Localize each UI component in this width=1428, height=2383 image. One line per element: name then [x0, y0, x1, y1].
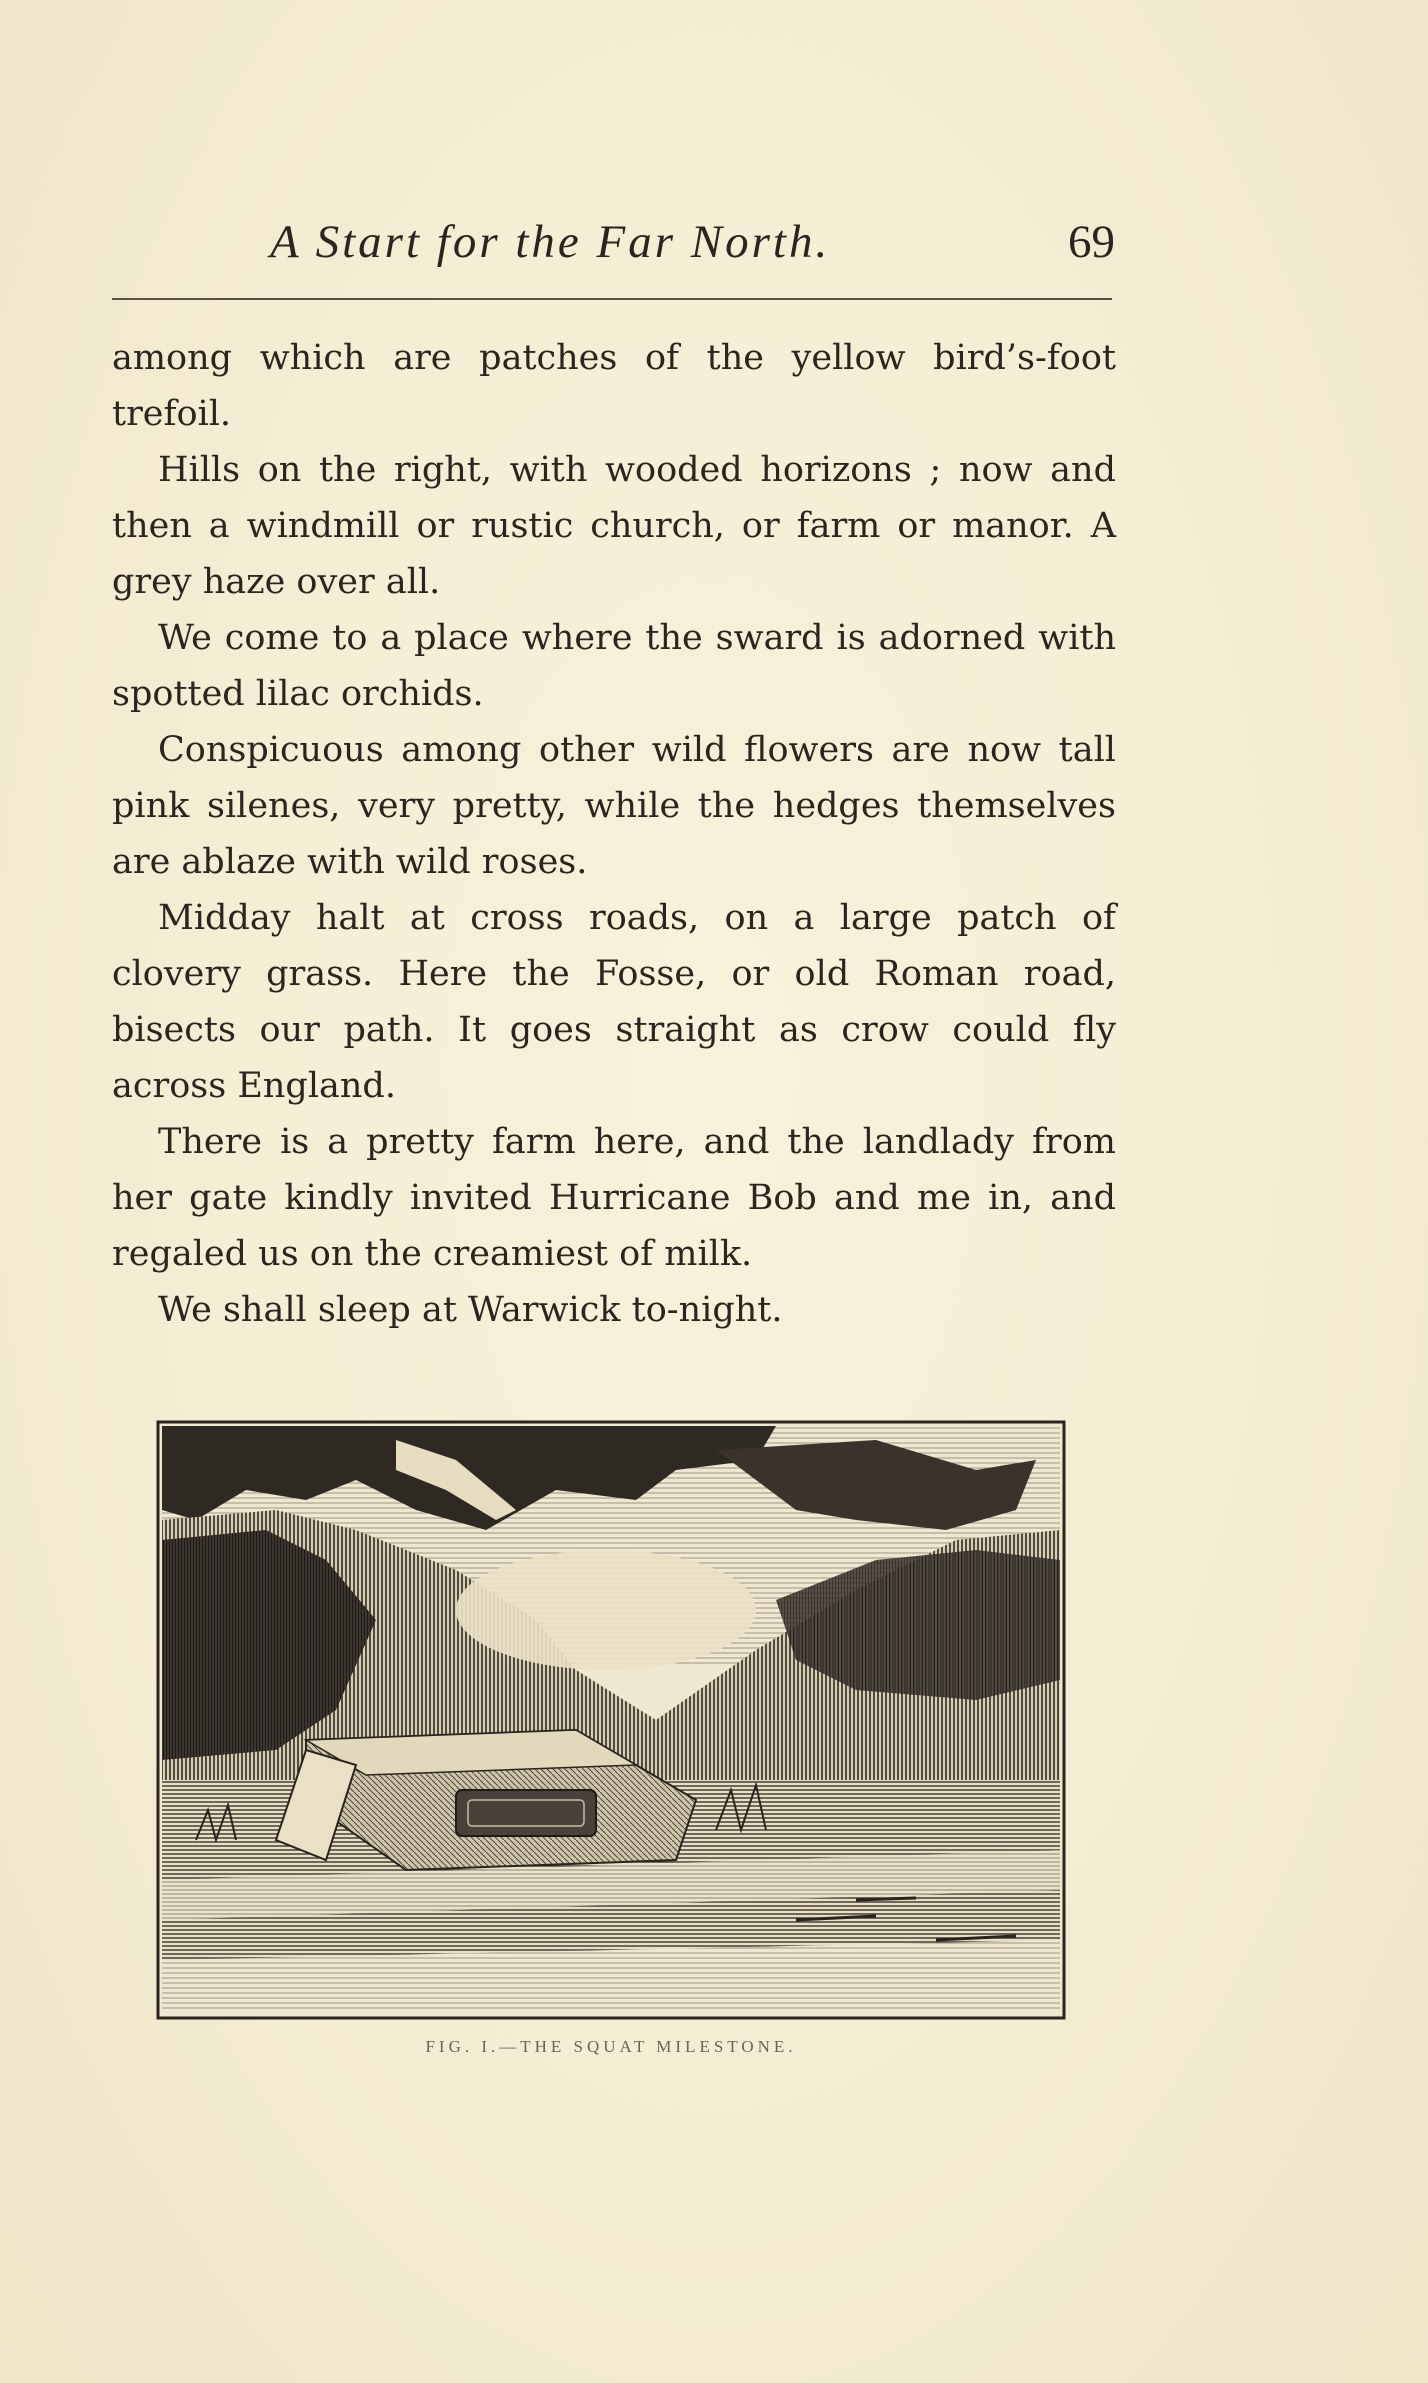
- page-header: [110, 215, 1115, 295]
- engraving-illustration: [156, 1420, 1066, 2020]
- paragraph: We come to a place where the sward is adorned with spotted lilac orchids.: [112, 618, 1116, 714]
- figure-caption: FIG. I.—THE SQUAT MILESTONE.: [425, 2037, 797, 2056]
- paragraph: Hills on the right, with wooded horizons ; now and then a windmill or rustic church, or farm or manor. A grey haze over all.: [112, 450, 1116, 602]
- paragraph: There is a pretty farm here, and the landlady from her gate kindly invited Hurricane Bob and me in, and regaled us on the creamiest of milk.: [112, 1122, 1116, 1274]
- paragraph: Midday halt at cross roads, on a large patch of clovery grass. Here the Fosse, or old Roman road, bisects our path. It goes straight as crow could fly across England.: [112, 898, 1116, 1106]
- running-title: A Start for the Far North.: [270, 216, 831, 268]
- body-text: [112, 330, 1116, 1338]
- header-rule: [112, 298, 1112, 300]
- paragraph: We shall sleep at Warwick to-night.: [158, 1290, 783, 1330]
- engraving-svg: [156, 1420, 1066, 2020]
- paragraph: among which are patches of the yellow bird’s-foot trefoil.: [112, 338, 1116, 434]
- page-number: 69: [1068, 216, 1115, 268]
- milestone-plaque: [456, 1790, 596, 1836]
- mist-clearing: [456, 1550, 756, 1670]
- paragraph: Conspicuous among other wild flowers are now tall pink silenes, very pretty, while the hedges themselves are ablaze with wild roses.: [112, 730, 1116, 882]
